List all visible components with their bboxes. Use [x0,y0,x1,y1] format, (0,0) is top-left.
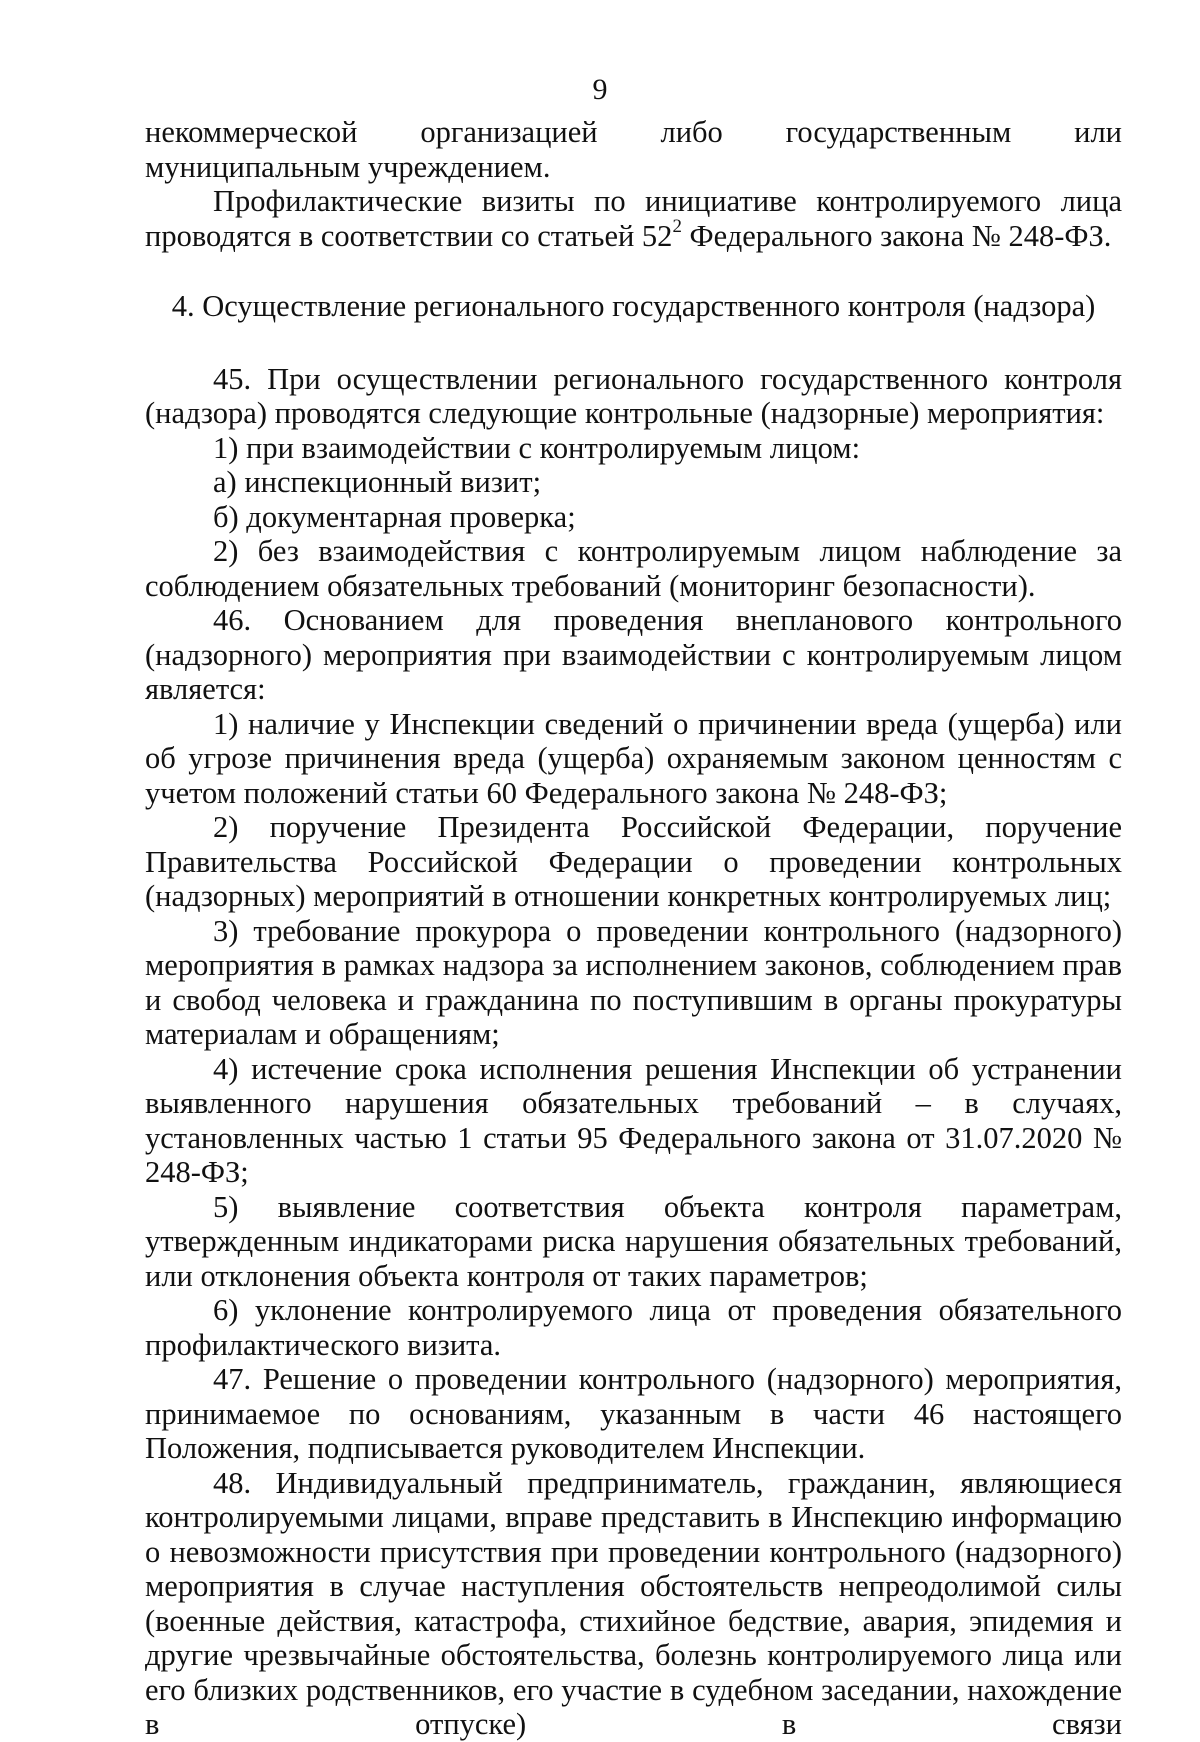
paragraph-46-item-2: 2) поручение Президента Российской Федерации, поручение Правительства Российской Федерации о проведении контрольных (надзорных) мероприятий в отношении конкретных контролируемых лиц; [145,810,1122,913]
paragraph-46-item-5: 5) выявление соответствия объекта контроля параметрам, утвержденным индикаторами риска нарушения обязательных требований, или отклонения объекта контроля от таких параметров; [145,1189,1122,1293]
paragraph-45-item-1: 1) при взаимодействии с контролируемым лицом: [213,430,861,465]
paragraph-text: Федерального закона № 248-ФЗ. [681,218,1112,253]
paragraph-46-item-4: 4) истечение срока исполнения решения Инспекции об устранении выявленного нарушения обязательных требований – в случаях, установленных частью 1 статьи 95 Федерального закона от 31.07.2020 № 248-ФЗ; [145,1051,1122,1189]
paragraph-46: 46. Основанием для проведения внепланового контрольного (надзорного) мероприятия при взаимодействии с контролируемым лицом является: [145,603,1122,706]
document-body [145,115,1122,1742]
paragraph-46-item-6: 6) уклонение контролируемого лица от проведения обязательного профилактического визита. [145,1293,1122,1362]
paragraph-continuation: некоммерческой организацией либо государственным или муниципальным учреждением. [145,115,1122,184]
paragraph-46-item-1: 1) наличие у Инспекции сведений о причинении вреда (ущерба) или об угрозе причинения вреда (ущерба) охраняемым законом ценностям с учетом положений статьи 60 Федерального закона № 248-ФЗ; [145,706,1122,810]
paragraph-45: 45. При осуществлении регионального государственного контроля (надзора) проводятся следующие контрольные (надзорные) мероприятия: [145,361,1122,430]
superscript: 2 [672,216,682,238]
paragraph-45-item-2: 2) без взаимодействия с контролируемым лицом наблюдение за соблюдением обязательных требований (мониторинг безопасности). [145,534,1122,603]
paragraph-preventive-visits [145,184,1122,253]
paragraph-48: 48. Индивидуальный предприниматель, гражданин, являющиеся контролируемыми лицами, вправе представить в Инспекцию информацию о невозможности присутствия при проведении контрольного (надзорного) мероприятия в случае наступления обстоятельств непреодолимой силы (военные действия, катастрофа, стихийное бедствие, авария, эпидемия и другие чрезвычайные обстоятельства, болезнь контролируемого лица или его близких родственников, его участие в судебном заседании, нахождение в отпуске) в связи [145,1465,1122,1741]
paragraph-46-item-3: 3) требование прокурора о проведении контрольного (надзорного) мероприятия в рамках надзора за исполнением законов, соблюдением прав и свобод человека и гражданина по поступившим в органы прокуратуры материалам и обращениям; [145,913,1122,1051]
paragraph-text: Профилактические визиты по инициативе контролируемого лица проводятся в соответствии со статьей 52 [145,184,1122,253]
paragraph-45-item-1b: б) документарная проверка; [213,499,576,534]
section-heading: 4. Осуществление регионального государственного контроля (надзора) [171,289,1096,323]
paragraph-47: 47. Решение о проведении контрольного (надзорного) мероприятия, принимаемое по основаниям, указанным в части 46 настоящего Положения, подписывается руководителем Инспекции. [145,1362,1122,1465]
paragraph-45-item-1a: а) инспекционный визит; [213,465,542,499]
page-number: 9 [592,73,608,106]
